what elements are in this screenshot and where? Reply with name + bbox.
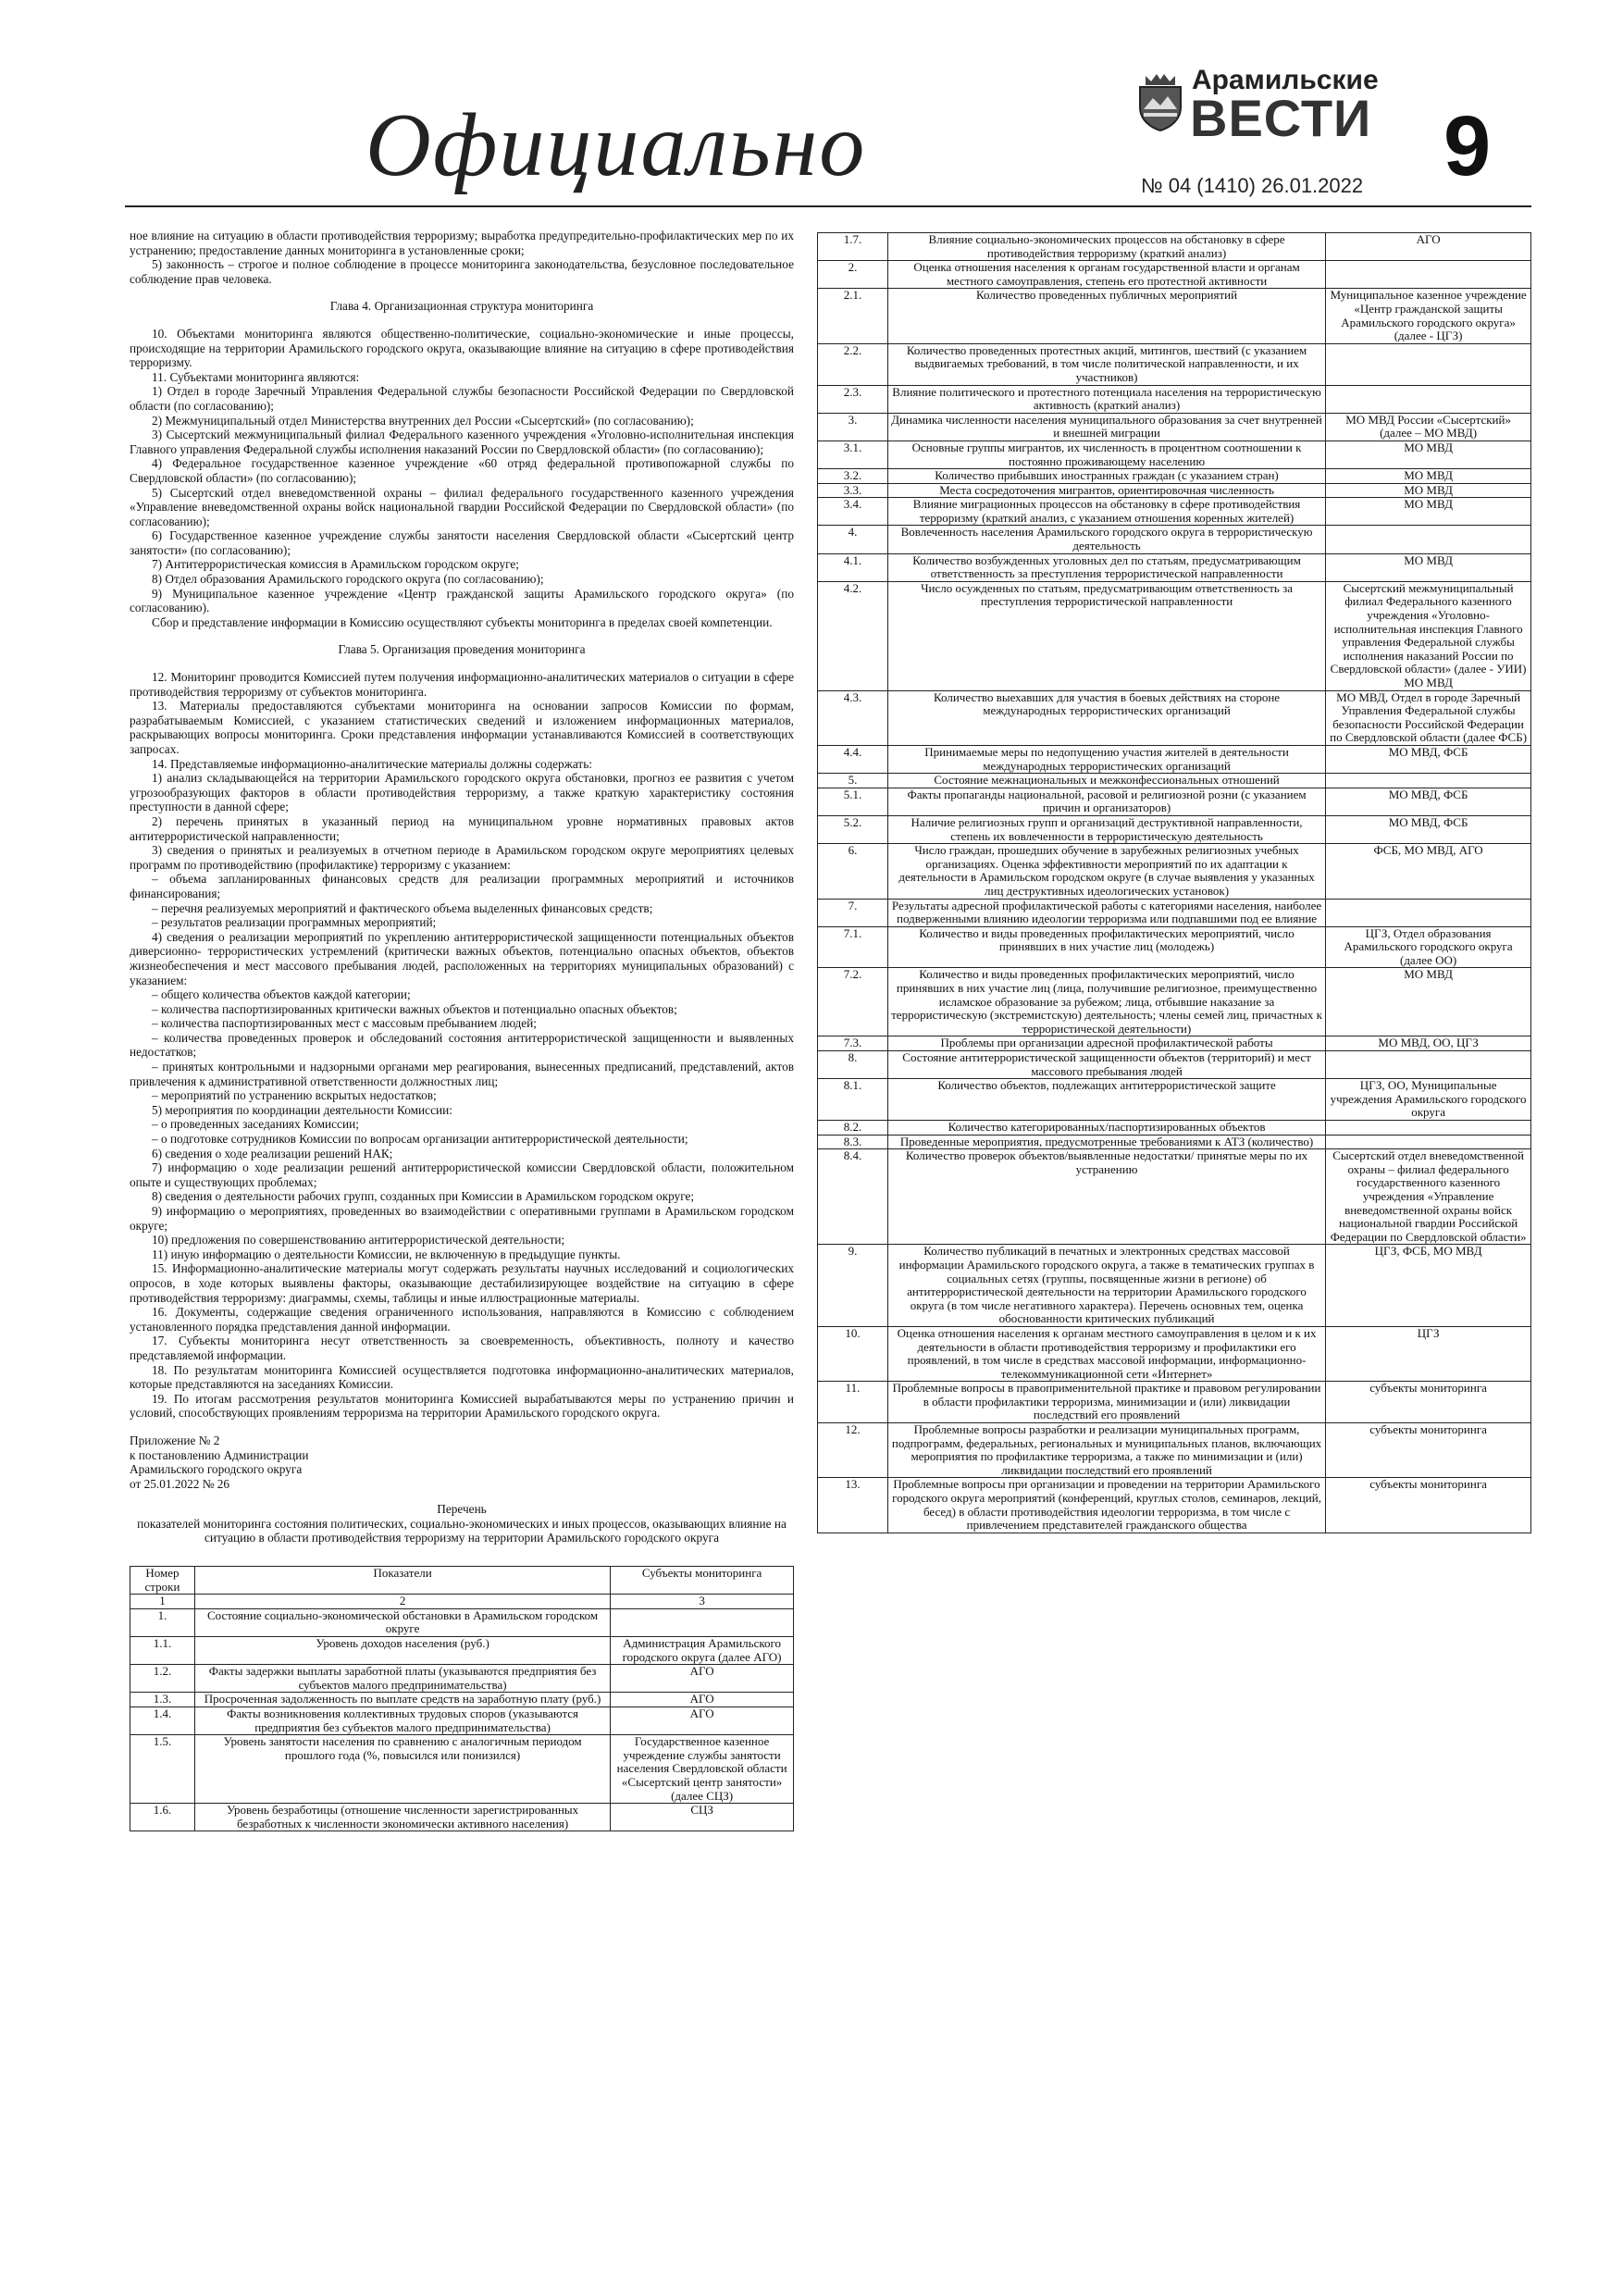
table-row: [818, 899, 1531, 926]
row-subject: АГО: [611, 1706, 794, 1734]
table-row: [130, 1735, 794, 1804]
row-subject: МО МВД, ОО, ЦГЗ: [1326, 1036, 1531, 1051]
row-indicator: Факты задержки выплаты заработной платы (указываются предприятия без субъектов малого предпринимательства): [194, 1665, 610, 1693]
row-indicator: Факты пропаганды национальной, расовой и религиозной розни (с указанием причин и организаторов): [887, 788, 1325, 815]
table-row: [818, 1423, 1531, 1478]
row-number: 5.: [818, 774, 888, 788]
row-indicator: Оценка отношения населения к органам местного самоуправления в целом и к их деятельности в области противодействия терроризму и профилактики его проявлений, в том числе в средствах массовой информации, информационно-телекоммуникационной сети «Интернет»: [887, 1326, 1325, 1381]
paragraph: 1) Отдел в городе Заречный Управления Федеральной службы безопасности Российской Федерации по Свердловской области (по согласованию);: [130, 384, 794, 413]
paragraph: 5) законность – строгое и полное соблюдение в процессе мониторинга законодательства, безусловное последовательное соблюдение прав человека.: [130, 257, 794, 286]
row-indicator: Уровень безработицы (отношение численности зарегистрированных безработных к численности экономически активного населения): [194, 1804, 610, 1831]
row-subject: МО МВД России «Сысертский» (далее – МО МВД): [1326, 413, 1531, 441]
table-row: [818, 498, 1531, 526]
paragraph: 9) информацию о мероприятиях, проведенных во взаимодействии с оперативными группами в Арамильском городском округе;: [130, 1204, 794, 1233]
row-number: 7.: [818, 899, 888, 926]
row-number: 7.3.: [818, 1036, 888, 1051]
row-number: 5.1.: [818, 788, 888, 815]
paragraph: 5) мероприятия по координации деятельности Комиссии:: [152, 1102, 452, 1117]
row-indicator: Результаты адресной профилактической работы с категориями населения, наиболее подверженными влиянию идеологии терроризма или подпавшими под ее влияние: [887, 899, 1325, 926]
table-row: [818, 844, 1531, 899]
row-indicator: Влияние социально-экономических процессов на обстановку в сфере противодействия терроризму (краткий анализ): [887, 233, 1325, 261]
row-subject: АГО: [1326, 233, 1531, 261]
row-subject: СЦЗ: [611, 1804, 794, 1831]
paragraph: 6) Государственное казенное учреждение службы занятости населения Свердловской области «Сысертский центр занятости» (по согласованию);: [130, 528, 794, 557]
row-number: 1.2.: [130, 1665, 195, 1693]
row-subject: Администрация Арамильского городского округа (далее АГО): [611, 1636, 794, 1664]
table-row: [818, 469, 1531, 484]
appendix-line: Арамильского городского округа: [130, 1462, 303, 1477]
paragraph: 18. По результатам мониторинга Комиссией осуществляется подготовка информационно-аналитических материалов, которые представляются на заседаниях Комиссии.: [130, 1362, 794, 1392]
col-number-2: 2: [194, 1595, 610, 1609]
paragraph: – результатов реализации программных мероприятий;: [152, 915, 437, 930]
paragraph: 3) сведения о принятых и реализуемых в отчетном периоде в Арамильском городском округе мероприятиях целевых программ по противодействию (профилактике) терроризму с указанием:: [130, 843, 794, 872]
row-subject: [1326, 343, 1531, 385]
row-subject: МО МВД, ФСБ: [1326, 745, 1531, 773]
row-number: 2.: [818, 261, 888, 289]
row-number: 4.1.: [818, 553, 888, 581]
paragraph: 5) Сысертский отдел вневедомственной охраны – филиал федерального государственного казенного учреждения «Управление вневедомственной охраны войск национальной гвардии Российской Федерации по Свердловской области» (по согласованию);: [130, 485, 794, 528]
row-number: 2.3.: [818, 385, 888, 413]
appendix-block: [130, 1433, 794, 1491]
row-number: 4.3.: [818, 690, 888, 745]
paragraph: 8) Отдел образования Арамильского городского округа (по согласованию);: [152, 572, 544, 587]
row-indicator: Факты возникновения коллективных трудовых споров (указываются предприятия без субъектов малого предпринимательства): [194, 1706, 610, 1734]
row-subject: [1326, 261, 1531, 289]
row-subject: МО МВД: [1326, 483, 1531, 498]
table-row: [818, 968, 1531, 1036]
brand-main: ВЕСТИ: [1190, 89, 1372, 147]
table-row: [818, 1478, 1531, 1533]
paragraph: 2) Межмуниципальный отдел Министерства внутренних дел России «Сысертский» (по согласованию);: [152, 413, 694, 428]
paragraph: – о подготовке сотрудников Комиссии по вопросам организации антитеррористической деятельности;: [152, 1132, 688, 1147]
row-indicator: Динамика численности населения муниципального образования за счет внутренней и внешней миграции: [887, 413, 1325, 441]
row-subject: Муниципальное казенное учреждение «Центр гражданской защиты Арамильского городского округа» (далее - ЦГЗ): [1326, 289, 1531, 343]
paragraph: 19. По итогам рассмотрения результатов мониторинга Комиссией вырабатываются меры по устранению причин и условий, способствующих проявлениям терроризма на территории Арамильского городского округа.: [130, 1391, 794, 1421]
paragraph: 2) перечень принятых в указанный период на муниципальном уровне нормативных правовых актов антитеррористической направленности;: [130, 813, 794, 843]
row-number: 1.: [130, 1608, 195, 1636]
table-row: [818, 1149, 1531, 1245]
row-indicator: Проблемные вопросы при организации и проведении на территории Арамильского городского округа мероприятий (конференций, круглых столов, семинаров, лекций, бесед) в области противодействия идеологии терроризма, в том числе с привлечением представителей гражданского общества: [887, 1478, 1325, 1533]
list-subtitle: показателей мониторинга состояния политических, социально-экономических и иных процессов, оказывающих влияние на ситуацию в области противодействия терроризму на территории Арамильского городского округа: [137, 1516, 787, 1545]
row-subject: МО МВД: [1326, 498, 1531, 526]
row-indicator: Количество проведенных публичных мероприятий: [887, 289, 1325, 343]
row-indicator: Количество проверок объектов/выявленные недостатки/ принятые меры по их устранению: [887, 1149, 1325, 1245]
row-number: 4.4.: [818, 745, 888, 773]
paragraph: 9) Муниципальное казенное учреждение «Центр гражданской защиты Арамильского городского округа» (по согласованию).: [130, 586, 794, 615]
table-row: [818, 1079, 1531, 1121]
row-number: 2.2.: [818, 343, 888, 385]
row-subject: МО МВД: [1326, 469, 1531, 484]
paragraph: – количества паспортизированных мест с массовым пребыванием людей;: [152, 1016, 537, 1031]
row-subject: ЦГЗ, ФСБ, МО МВД: [1326, 1245, 1531, 1327]
row-number: 1.5.: [130, 1735, 195, 1804]
row-subject: субъекты мониторинга: [1326, 1382, 1531, 1423]
paragraph: 14. Представляемые информационно-аналитические материалы должны содержать:: [152, 756, 592, 771]
row-subject: АГО: [611, 1665, 794, 1693]
row-subject: ЦГЗ, ОО, Муниципальные учреждения Арамильского городского округа: [1326, 1079, 1531, 1121]
table-row: [130, 1804, 794, 1831]
table-row: [818, 553, 1531, 581]
paragraph: – общего количества объектов каждой категории;: [152, 987, 411, 1002]
row-number: 1.1.: [130, 1636, 195, 1664]
table-row: [818, 289, 1531, 343]
row-indicator: Проведенные мероприятия, предусмотренные требованиями к АТЗ (количество): [887, 1135, 1325, 1149]
row-indicator: Места сосредоточения мигрантов, ориентировочная численность: [887, 483, 1325, 498]
table-row: [818, 441, 1531, 468]
row-indicator: Наличие религиозных групп и организаций деструктивной направленности, степень их вовлеченности в террористическую деятельность: [887, 815, 1325, 843]
row-number: 1.6.: [130, 1804, 195, 1831]
row-subject: МО МВД: [1326, 968, 1531, 1036]
paragraph: 3) Сысертский межмуниципальный филиал Федерального казенного учреждения «Уголовно-исполнительная инспекция Главного управления Федеральной службы исполнения наказаний России по Свердловской области» (по согласованию);: [130, 428, 794, 456]
row-number: 8.1.: [818, 1079, 888, 1121]
row-subject: [1326, 1135, 1531, 1149]
paragraph: 12. Мониторинг проводится Комиссией путем получения информационно-аналитических материалов о ситуации в сфере противодействия терроризму от субъектов мониторинга.: [130, 670, 794, 699]
row-indicator: Число осужденных по статьям, предусматривающим ответственность за преступления террористической направленности: [887, 581, 1325, 690]
row-subject: МО МВД: [1326, 553, 1531, 581]
row-subject: ЦГЗ: [1326, 1326, 1531, 1381]
row-subject: МО МВД, Отдел в городе Заречный Управления Федеральной службы безопасности Российской Федерации по Свердловской области (далее ФСБ): [1326, 690, 1531, 745]
table-row: [818, 745, 1531, 773]
table-row: [130, 1636, 794, 1664]
row-number: 8.4.: [818, 1149, 888, 1245]
row-indicator: Вовлеченность населения Арамильского городского округа в террористическую деятельность: [887, 526, 1325, 553]
paragraph: 1) анализ складывающейся на территории Арамильского городского округа обстановки, прогноз ее развития с учетом угрозообразующих факторов в области противодействия терроризму, а также краткую характеристику состояния преступности в данной сфере;: [130, 771, 794, 814]
row-number: 11.: [818, 1382, 888, 1423]
coat-of-arms-icon: [1136, 72, 1184, 131]
row-number: 3.3.: [818, 483, 888, 498]
paragraph: – перечня реализуемых мероприятий и фактического объема выделенных финансовых средств;: [152, 900, 653, 915]
row-subject: [1326, 774, 1531, 788]
row-subject: [1326, 1051, 1531, 1079]
appendix-line: к постановлению Администрации: [130, 1447, 309, 1462]
paragraph: ное влияние на ситуацию в области противодействия терроризму; выработка предупредительно-профилактических мер по их устранению; предоставление данных мониторинга в установленные сроки;: [130, 229, 794, 257]
paragraph: 11. Субъектами мониторинга являются:: [152, 369, 360, 384]
paragraph: 11) иную информацию о деятельности Комиссии, не включенную в предыдущие пункты.: [152, 1247, 621, 1261]
row-indicator: Уровень занятости населения по сравнению с аналогичным периодом прошлого года (%, повысился или понизился): [194, 1735, 610, 1804]
row-indicator: Проблемные вопросы разработки и реализации муниципальных программ, подпрограмм, федеральных, региональных и муниципальных планов, включающих мероприятия по профилактике терроризма, а также по минимизации и (или) ликвидации последствий его проявлений: [887, 1423, 1325, 1478]
table-row: [818, 815, 1531, 843]
col-number-1: 1: [130, 1595, 195, 1609]
row-indicator: Количество возбужденных уголовных дел по статьям, предусматривающим ответственность за преступления террористической направленности: [887, 553, 1325, 581]
header-rule: [125, 205, 1531, 207]
row-number: 5.2.: [818, 815, 888, 843]
row-number: 2.1.: [818, 289, 888, 343]
paragraph: 17. Субъекты мониторинга несут ответственность за своевременность, объективность, полноту и качество представляемой информации.: [130, 1334, 794, 1362]
indicators-table-right: [817, 232, 1531, 1533]
row-subject: [1326, 1121, 1531, 1136]
row-subject: [1326, 385, 1531, 413]
table-row: [818, 788, 1531, 815]
col-header-subjects: Субъекты мониторинга: [611, 1567, 794, 1595]
row-subject: МО МВД, ФСБ: [1326, 815, 1531, 843]
row-number: 8.3.: [818, 1135, 888, 1149]
list-title: Перечень: [437, 1502, 487, 1517]
row-indicator: Количество и виды проведенных профилактических мероприятий, число принявших в них участие лиц (молодежь): [887, 926, 1325, 968]
appendix-line: от 25.01.2022 № 26: [130, 1476, 230, 1491]
row-subject: Государственное казенное учреждение службы занятости населения Свердловской области «Сысертский центр занятости» (далее СЦЗ): [611, 1735, 794, 1804]
row-number: 8.2.: [818, 1121, 888, 1136]
row-indicator: Количество и виды проведенных профилактических мероприятий, число принявших в них участие лиц (лица, получившие религиозное, преимущественно исламское образование за рубежом; лица, отбывшие наказание за террористическую (экстремистскую) деятельность; члены семей лиц, причастных к террористической деятельности): [887, 968, 1325, 1036]
row-number: 3.1.: [818, 441, 888, 468]
table-row: [818, 690, 1531, 745]
row-subject: субъекты мониторинга: [1326, 1478, 1531, 1533]
row-number: 12.: [818, 1423, 888, 1478]
table-row: [818, 413, 1531, 441]
table-row: [130, 1693, 794, 1707]
table-row: [818, 1382, 1531, 1423]
row-subject: МО МВД: [1326, 441, 1531, 468]
table-row: [818, 526, 1531, 553]
paragraph: Сбор и представление информации в Комиссию осуществляют субъекты мониторинга в пределах своей компетенции.: [152, 614, 773, 629]
paragraph: 10. Объектами мониторинга являются общественно-политические, социально-экономические и иные процессы, происходящие на территории Арамильского городского округа, оказывающие влияние на ситуацию в сфере противодействия терроризму.: [130, 326, 794, 370]
paragraph: – объема запланированных финансовых средств для реализации программных мероприятий и источников финансирования;: [130, 872, 794, 900]
paragraph: 10) предложения по совершенствованию антитеррористической деятельности;: [152, 1233, 565, 1247]
paragraph: 8) сведения о деятельности рабочих групп, созданных при Комиссии в Арамильском городском округе;: [152, 1189, 695, 1204]
left-column-text: [130, 229, 794, 1558]
newspaper-logo: [1136, 65, 1379, 197]
row-indicator: Проблемы при организации адресной профилактической работы: [887, 1036, 1325, 1051]
row-indicator: Влияние миграционных процессов на обстановку в сфере противодействия терроризму (краткий анализ, с указанием отношения коренных жителей): [887, 498, 1325, 526]
table-row: [130, 1706, 794, 1734]
row-number: 10.: [818, 1326, 888, 1381]
col-header-number: Номер строки: [130, 1567, 195, 1595]
table-row: [818, 581, 1531, 690]
row-indicator: Количество проведенных протестных акций, митингов, шествий (с указанием выдвигаемых требований, в том числе политической направленности, и их участников): [887, 343, 1325, 385]
chapter-heading: Глава 5. Организация проведения мониторинга: [338, 642, 586, 657]
paragraph: 6) сведения о ходе реализации решений НАК;: [152, 1146, 393, 1160]
row-subject: [611, 1608, 794, 1636]
row-indicator: Влияние политического и протестного потенциала населения на террористическую активность (краткий анализ): [887, 385, 1325, 413]
row-number: 4.: [818, 526, 888, 553]
page-number: 9: [1443, 99, 1492, 193]
row-subject: субъекты мониторинга: [1326, 1423, 1531, 1478]
row-number: 1.3.: [130, 1693, 195, 1707]
table-row: [818, 1326, 1531, 1381]
row-indicator: Состояние социально-экономической обстановки в Арамильском городском округе: [194, 1608, 610, 1636]
row-subject: ФСБ, МО МВД, АГО: [1326, 844, 1531, 899]
row-indicator: Просроченная задолженность по выплате средств на заработную плату (руб.): [194, 1693, 610, 1707]
table-row: [818, 1135, 1531, 1149]
table-row: [818, 385, 1531, 413]
table-column-numbers-row: [130, 1595, 794, 1609]
row-subject: МО МВД, ФСБ: [1326, 788, 1531, 815]
row-number: 1.7.: [818, 233, 888, 261]
table-row: [818, 774, 1531, 788]
table-row: [818, 1121, 1531, 1136]
paragraph: 7) информацию о ходе реализации решений антитеррористической комиссии Свердловской области, положительном опыте и существующих проблемах;: [130, 1160, 794, 1189]
table-row: [818, 1245, 1531, 1327]
paragraph: – количества проведенных проверок и обследований состояния антитеррористической защищенности и выявленных недостатков;: [130, 1030, 794, 1060]
row-number: 3.: [818, 413, 888, 441]
paragraph: – мероприятий по устранению вскрытых недостатков;: [152, 1088, 437, 1103]
row-subject: Сысертский межмуниципальный филиал Федерального казенного учреждения «Уголовно-исполнительная инспекция Главного управления Федеральной службы исполнения наказаний России по Свердловской области» (далее - УИИ) МО МВД: [1326, 581, 1531, 690]
row-subject: [1326, 899, 1531, 926]
row-indicator: Состояние антитеррористической защищенности объектов (территорий) и мест массового пребывания людей: [887, 1051, 1325, 1079]
row-number: 13.: [818, 1478, 888, 1533]
row-number: 6.: [818, 844, 888, 899]
paragraph: – количества паспортизированных критически важных объектов и потенциально опасных объектов;: [152, 1001, 677, 1016]
row-indicator: Число граждан, прошедших обучение в зарубежных религиозных учебных организациях. Оценка эффективности мероприятий по их адаптации к деятельности в Арамильском городском округе (в случае выявления у указанных лиц деструктивных идеологических установок): [887, 844, 1325, 899]
row-subject: Сысертский отдел вневедомственной охраны – филиал федерального государственного казенного учреждения «Управление вневедомственной охраны войск национальной гвардии Российской Федерации по Свердловской области»: [1326, 1149, 1531, 1245]
paragraph: 7) Антитеррористическая комиссия в Арамильском городском округе;: [152, 557, 519, 572]
row-indicator: Уровень доходов населения (руб.): [194, 1636, 610, 1664]
indicators-table-left: [130, 1566, 794, 1831]
row-number: 4.2.: [818, 581, 888, 690]
row-subject: ЦГЗ, Отдел образования Арамильского городского округа (далее ОО): [1326, 926, 1531, 968]
row-indicator: Количество публикаций в печатных и электронных средствах массовой информации Арамильского городского округа, а также в тематических группах в социальных сетях (группы, посвященные жизни в регионе) об антитеррористической деятельности на территории Арамильского городского округа (в том числе негативного характера). Перечень основных тем, оценка обоснованности критических публикаций: [887, 1245, 1325, 1327]
row-number: 7.1.: [818, 926, 888, 968]
row-indicator: Количество категорированных/паспортизированных объектов: [887, 1121, 1325, 1136]
table-row: [818, 1051, 1531, 1079]
paragraph: 15. Информационно-аналитические материалы могут содержать результаты научных исследований и социологических опросов, в ходе которых выявлены факторы, оказывающие дестабилизирующее воздействие на ситуацию в сфере противодействия терроризму: диаграммы, схемы, таблицы и иные иллюстрационные материалы.: [130, 1261, 794, 1305]
table-row: [818, 343, 1531, 385]
paragraph: 16. Документы, содержащие сведения ограниченного использования, направляются в Комиссию с соблюдением установленного порядка представления данной информации.: [130, 1305, 794, 1334]
row-number: 1.4.: [130, 1706, 195, 1734]
row-number: 3.4.: [818, 498, 888, 526]
issue-info: № 04 (1410) 26.01.2022: [1141, 174, 1364, 197]
row-indicator: Оценка отношения населения к органам государственной власти и органам местного самоуправления, степень его протестной активности: [887, 261, 1325, 289]
row-indicator: Количество выехавших для участия в боевых действиях на стороне международных террористических организаций: [887, 690, 1325, 745]
col-number-3: 3: [611, 1595, 794, 1609]
col-header-indicators: Показатели: [194, 1567, 610, 1595]
row-number: 9.: [818, 1245, 888, 1327]
row-number: 3.2.: [818, 469, 888, 484]
section-title: Официально: [365, 95, 867, 195]
paragraph: 4) сведения о реализации мероприятий по укреплению антитеррористической защищенности потенциальных объектов диверсионно- террористических устремлений (критически важных объектов, потенциально опасных объектов, объектов жизнеобеспечения и мест массового пребывания людей, расположенных на территориях муниципальных образований) с указанием:: [130, 929, 794, 987]
row-indicator: Основные группы мигрантов, их численность в процентном соотношении к постоянно проживающему населению: [887, 441, 1325, 468]
table-row: [130, 1665, 794, 1693]
row-indicator: Количество прибывших иностранных граждан (с указанием стран): [887, 469, 1325, 484]
paragraph: – принятых контрольными и надзорными органами мер реагирования, вынесенных предписаний, представлений, актов привлечения к административной ответственности должностных лиц;: [130, 1060, 794, 1088]
table-header-row: [130, 1567, 794, 1595]
appendix-line: Приложение № 2: [130, 1433, 220, 1447]
row-subject: АГО: [611, 1693, 794, 1707]
table-row: [818, 483, 1531, 498]
masthead: [0, 0, 1623, 208]
row-number: 7.2.: [818, 968, 888, 1036]
table-row: [818, 261, 1531, 289]
paragraph: – о проведенных заседаниях Комиссии;: [152, 1117, 359, 1132]
paragraph: 4) Федеральное государственное казенное учреждение «60 отряд федеральной противопожарной службы по Свердловской области» (по согласованию);: [130, 456, 794, 485]
row-number: 8.: [818, 1051, 888, 1079]
row-indicator: Количество объектов, подлежащих антитеррористической защите: [887, 1079, 1325, 1121]
row-indicator: Принимаемые меры по недопущению участия жителей в деятельности международных террористических организаций: [887, 745, 1325, 773]
table-row: [818, 926, 1531, 968]
table-row: [818, 233, 1531, 261]
row-indicator: Проблемные вопросы в правоприменительной практике и правовом регулировании в области профилактики терроризма, минимизации и (или) ликвидации последствий его проявлений: [887, 1382, 1325, 1423]
table-row: [130, 1608, 794, 1636]
table-row: [818, 1036, 1531, 1051]
paragraph: 13. Материалы предоставляются субъектами мониторинга на основании запросов Комиссии по формам, разрабатываемым Комиссией, с указанием статистических сведений и изложением информационных материалов, раскрывающих вопросы мониторинга. Сроки представления информации устанавливаются Комиссией в соответствующих запросах.: [130, 699, 794, 756]
row-subject: [1326, 526, 1531, 553]
row-indicator: Состояние межнациональных и межконфессиональных отношений: [887, 774, 1325, 788]
chapter-heading: Глава 4. Организационная структура мониторинга: [329, 299, 594, 314]
brand-top: Арамильские: [1192, 65, 1379, 95]
